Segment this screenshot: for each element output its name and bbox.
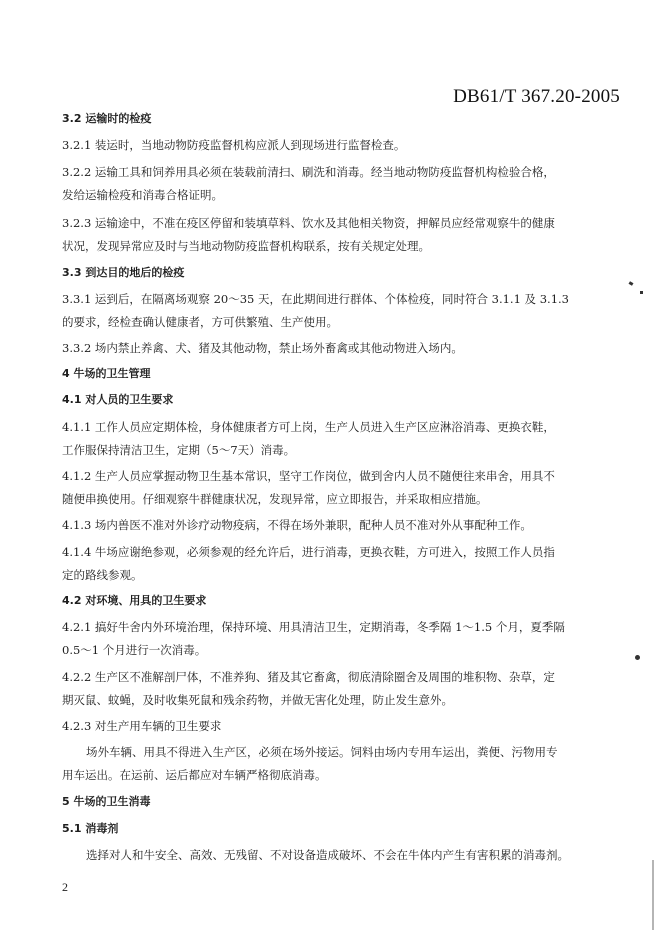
paragraph-line: 4.1.1 工作人员应定期体检，身体健康者方可上岗，生产人员进入生产区应淋浴消毒、更换衣鞋， (62, 420, 555, 434)
scan-edge (652, 860, 654, 930)
paragraph-line: 4.1.4 牛场应谢绝参观，必须参观的经允许后，进行消毒，更换衣鞋，方可进入，按照工作人员指 (62, 545, 555, 559)
scan-mark (629, 281, 634, 286)
section-heading: 5.1 消毒剂 (62, 822, 119, 835)
paragraph-line: 3.2.3 运输途中，不准在疫区停留和装填草料、饮水及其他相关物资，押解员应经常观察牛的健康 (62, 216, 555, 230)
paragraph-line: 4.2.2 生产区不准解剖尸体，不准养狗、猪及其它畜禽，彻底清除圈舍及周围的堆积物、杂草，定 (62, 670, 555, 684)
paragraph-line: 4.1.3 场内兽医不准对外诊疗动物疫病，不得在场外兼职，配种人员不准对外从事配种工作。 (62, 518, 532, 532)
paragraph-line: 工作服保持清洁卫生，定期（5～7天）消毒。 (62, 443, 296, 457)
paragraph-line: 发给运输检疫和消毒合格证明。 (62, 188, 223, 202)
section-heading: 4.1 对人员的卫生要求 (62, 393, 174, 406)
paragraph-line: 3.3.2 场内禁止养禽、犬、猪及其他动物，禁止场外畜禽或其他动物进入场内。 (62, 341, 463, 355)
section-heading: 4 牛场的卫生管理 (62, 367, 151, 380)
document-code: DB61/T 367.20-2005 (453, 86, 620, 107)
paragraph-line: 的要求，经检查确认健康者，方可供繁殖、生产使用。 (62, 315, 338, 329)
paragraph-line: 0.5～1 个月进行一次消毒。 (62, 643, 207, 657)
section-heading: 4.2 对环境、用具的卫生要求 (62, 594, 207, 607)
paragraph-line: 用车运出。在运前、运后都应对车辆严格彻底消毒。 (62, 768, 327, 782)
paragraph-line: 随便串换使用。仔细观察牛群健康状况，发现异常，应立即报告，并采取相应措施。 (62, 492, 488, 506)
section-heading: 3.3 到达目的地后的检疫 (62, 266, 185, 279)
scan-mark (640, 291, 643, 294)
paragraph-line: 选择对人和牛安全、高效、无残留、不对设备造成破坏、不会在牛体内产生有害积累的消毒剂。 (86, 848, 569, 862)
paragraph-line: 状况，发现异常应及时与当地动物防疫监督机构联系，按有关规定处理。 (62, 239, 430, 253)
paragraph-line: 定的路线参观。 (62, 568, 143, 582)
paragraph-line: 4.2.1 搞好牛舍内外环境治理，保持环境、用具清洁卫生，定期消毒，冬季隔 1～1.5 个月，夏季隔 (62, 620, 565, 634)
paragraph-line: 期灭鼠、蚊蝇，及时收集死鼠和残余药物，并做无害化处理，防止发生意外。 (62, 693, 453, 707)
paragraph-line: 3.2.1 装运时，当地动物防疫监督机构应派人到现场进行监督检查。 (62, 138, 406, 152)
page-number: 2 (62, 880, 68, 894)
paragraph-line: 3.3.1 运到后，在隔离场观察 20～35 天，在此期间进行群体、个体检疫，同时符合 3.1.1 及 3.1.3 (62, 292, 569, 306)
paragraph-line: 4.2.3 对生产用车辆的卫生要求 (62, 719, 222, 733)
section-heading: 5 牛场的卫生消毒 (62, 795, 151, 808)
section-heading: 3.2 运输时的检疫 (62, 112, 152, 125)
paragraph-line: 4.1.2 生产人员应掌握动物卫生基本常识，坚守工作岗位，做到舍内人员不随便往来串舍，用具不 (62, 469, 555, 483)
paragraph-line: 3.2.2 运输工具和饲养用具必须在装载前清扫、刷洗和消毒。经当地动物防疫监督机构检验合格， (62, 165, 555, 179)
scan-mark (635, 655, 640, 660)
paragraph-line: 场外车辆、用具不得进入生产区，必须在场外接运。饲料由场内专用车运出，粪便、污物用专 (86, 745, 558, 759)
